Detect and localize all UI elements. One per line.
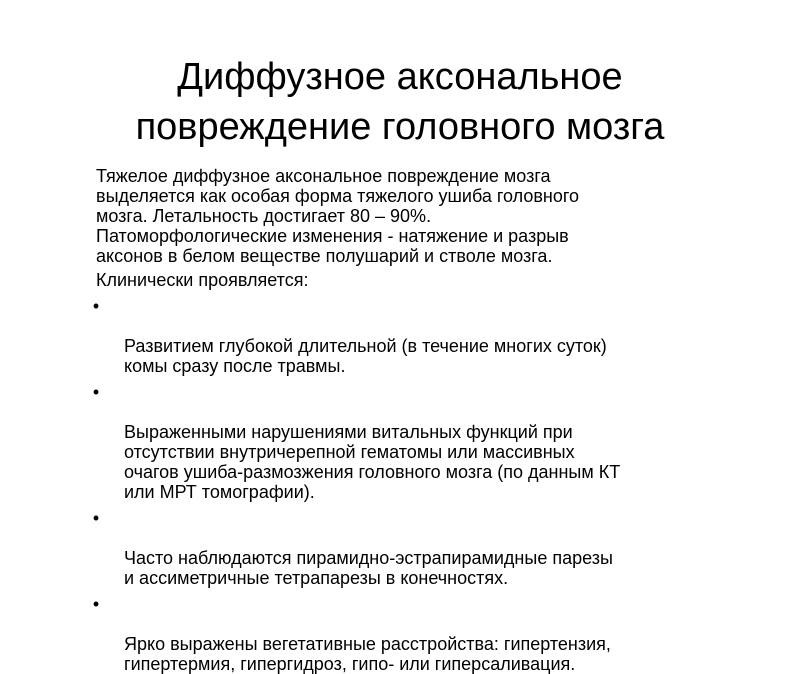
list-item-text: Ярко выражены вегетативные расстройства: гипертензия, гипертермия, гипергидроз, гипо- или гиперсаливация.	[124, 634, 611, 674]
bullet-icon: •	[92, 296, 100, 316]
list-item	[86, 382, 746, 502]
list-item	[86, 296, 746, 376]
slide-title: Диффузное аксональное повреждение головного мозга	[135, 56, 665, 148]
intro-paragraph: Тяжелое диффузное аксональное повреждение мозга выделяется как особая форма тяжелого ушиба головного мозга. Летальность достигает 80 – 90%. Патоморфологические изменения - натяжение и разрыв аксонов в белом веществе полушарий и стволе мозга.	[96, 166, 580, 266]
bullet-icon: •	[92, 508, 100, 528]
slide-content	[92, 166, 756, 674]
bullet-icon: •	[92, 382, 100, 402]
list-item-text: Выраженными нарушениями витальных функций при отсутствии внутричерепной гематомы или массивных очагов ушиба-размозжения головного мозга (по данным КТ или МРТ томографии).	[124, 422, 621, 502]
clinical-heading: Клинически проявляется:	[96, 270, 309, 290]
bullet-icon: •	[92, 594, 100, 614]
list-item-text: Часто наблюдаются пирамидно-эстрапирамидные парезы и ассиметричные тетрапарезы в конечностях.	[124, 548, 613, 588]
list-item	[86, 508, 746, 588]
symptom-list	[86, 296, 746, 674]
list-item	[86, 594, 746, 674]
list-item-text: Развитием глубокой длительной (в течение многих суток) комы сразу после травмы.	[124, 336, 607, 376]
